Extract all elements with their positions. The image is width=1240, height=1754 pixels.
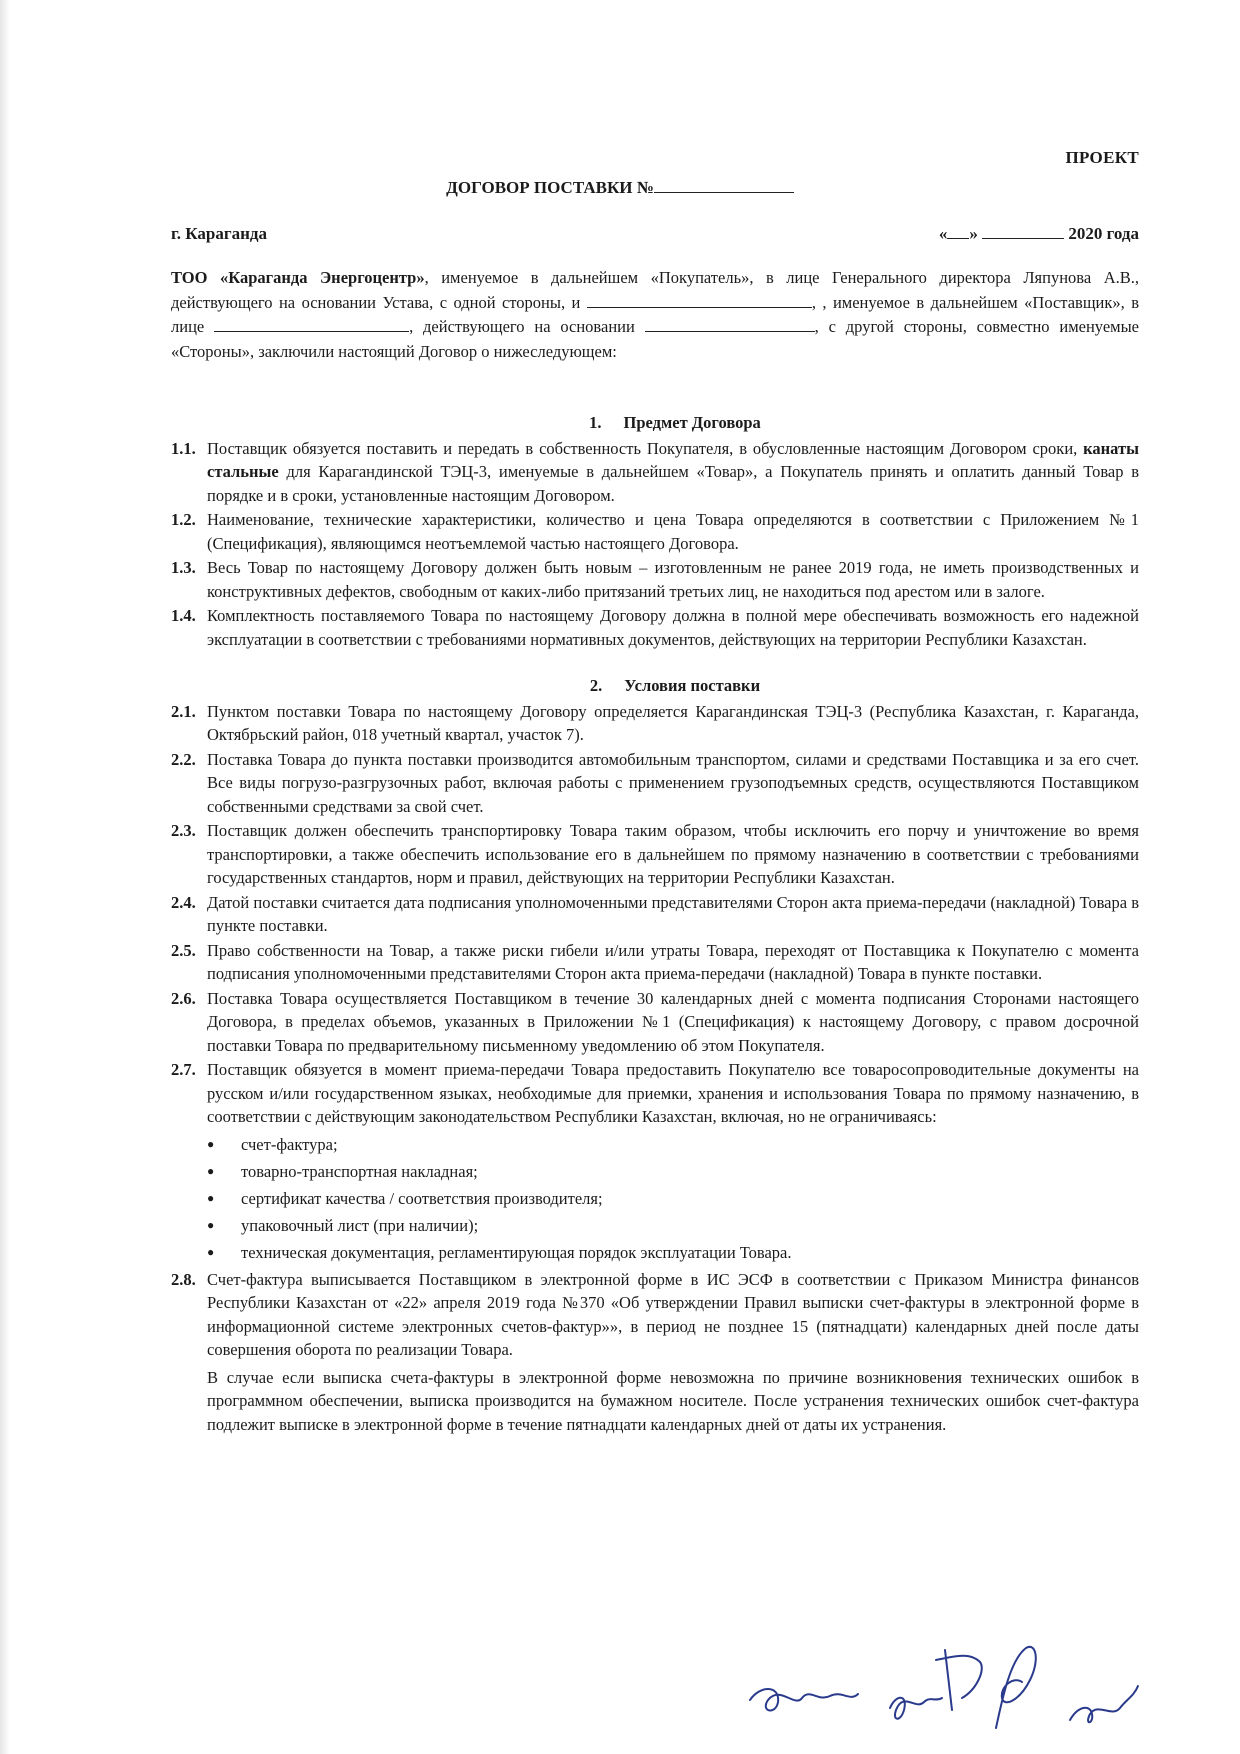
supplier-name-blank — [587, 293, 812, 308]
clause-2-1: 2.1. Пунктом поставки Товара по настоящему Договору определяется Карагандинская ТЭЦ-3 (Республика Казахстан, г. Караганда, Октябрьский район, 018 учетный квартал, участок 7). — [171, 701, 1139, 744]
supplier-basis-blank — [645, 317, 815, 332]
list-item: ● упаковочный лист (при наличии); — [207, 1212, 1139, 1239]
handwritten-signatures — [740, 1590, 1160, 1740]
bullet-icon: ● — [207, 1136, 215, 1151]
clause-2-8-paragraph: В случае если выписка счета-фактуры в электронной форме невозможна по причине возникновения технических ошибок в программном обеспечении, выписка производится на бумажном носителе. После устранения технических ошибок счет-фактура подлежит выписке в электронной форме в течение пятнадцати календарных дней от даты их устранения. — [207, 1367, 1139, 1434]
section-title: 1. Предмет Договора — [589, 413, 761, 432]
signature-3 — [936, 1650, 982, 1710]
draft-label: ПРОЕКТ — [1065, 148, 1139, 167]
list-item: ● техническая документация, регламентирующая порядок эксплуатации Товара. — [207, 1239, 1139, 1266]
goods-name: канаты стальные — [207, 438, 1139, 481]
list-item: ● счет-фактура; — [207, 1131, 1139, 1158]
document-title — [0, 178, 1240, 198]
signature-5 — [1070, 1686, 1138, 1722]
clause-1-1: 1.1. Поставщик обязуется поставить и передать в собственность Покупателя, в обусловленные настоящим Договором сроки, канаты стальные для Карагандинской ТЭЦ-3, именуемые в дальнейшем «Товар», а Покупатель принять и оплатить данный Товар в порядке и в сроки, установленные настоящим Договором. — [171, 438, 1139, 505]
bullet-icon: ● — [207, 1190, 215, 1205]
buyer-name: ТОО «Караганда Энергоцентр» — [171, 268, 425, 287]
signature-2 — [890, 1698, 942, 1719]
scan-edge — [0, 0, 10, 1754]
clause-2-8: 2.8. Счет-фактура выписывается Поставщиком в электронной форме в ИС ЭСФ в соответствии с Приказом Министра финансов Республики Казахстан от «22» апреля 2019 года №370 «Об утверждении Правил выписки счет-фактуры в электронной форме в информационной системе электронных счетов-фактур»», в период не позднее 15 (пятнадцати) календарных дней после даты совершения оборота по реализации Товара. — [171, 1269, 1139, 1359]
day-blank — [947, 224, 969, 239]
clause-2-3: 2.3. Поставщик должен обеспечить транспортировку Товара таким образом, чтобы исключить его порчу и уничтожение во время транспортировки, а также обеспечить использование его в дальнейшем по прямому назначению в соответствии с требованиями государственных стандартов, норм и правил, действующих на территории Республики Казахстан. — [171, 821, 1139, 887]
clause-2-5: 2.5. Право собственности на Товар, а также риски гибели и/или утраты Товара, переходят от Поставщика к Покупателю с момента подписания уполномоченными представителями Сторон акта приема-передачи (накладной) Товара в пункте поставки. — [171, 940, 1139, 983]
clause-1-3: 1.3. Весь Товар по настоящему Договору должен быть новым – изготовленным не ранее 2019 года, не иметь производственных и конструктивных дефектов, свободным от каких-либо притязаний третьих лиц, не находиться под арестом или в залоге. — [171, 558, 1139, 601]
title-text: ДОГОВОР ПОСТАВКИ № — [446, 178, 654, 197]
list-item: ● сертификат качества / соответствия производителя; — [207, 1185, 1139, 1212]
clause-2-2: 2.2. Поставка Товара до пункта поставки производится автомобильным транспортом, силами и средствами Поставщика и за его счет. Все виды погрузо-разгрузочных работ, включая работы с применением грузоподъемных средств, осуществляются Поставщиком собственными средствами за свой счет. — [171, 749, 1139, 816]
bullet-icon: ● — [207, 1163, 215, 1178]
clause-1-4: 1.4. Комплектность поставляемого Товара по настоящему Договору должна в полной мере обеспечивать возможность его надежной эксплуатации в соответствии с требованиями нормативных документов, действующих на территории Республики Казахстан. — [171, 606, 1139, 649]
date-year: 2020 года — [1068, 224, 1139, 243]
city: г. Караганда — [171, 224, 267, 243]
documents-list — [207, 1131, 1139, 1266]
clause-1-2: 1.2. Наименование, технические характеристики, количество и цена Товара определяются в соответствии с Приложением №1 (Спецификация), являющимся неотъемлемой частью настоящего Договора. — [171, 510, 1139, 553]
month-blank — [982, 224, 1064, 239]
supplier-rep-blank — [214, 317, 409, 332]
clause-2-6: 2.6. Поставка Товара осуществляется Поставщиком в течение 30 календарных дней с момента подписания Сторонами настоящего Договора, в пределах объемов, указанных в Приложении №1 (Спецификация) к настоящему Договору, с правом досрочной поставки Товара по предварительному письменному уведомлению об этом Покупателя. — [171, 988, 1139, 1055]
signature-4 — [996, 1647, 1036, 1728]
clause-2-4: 2.4. Датой поставки считается дата подписания уполномоченными представителями Сторон акта приема-передачи (накладной) Товара в пункте поставки. — [171, 892, 1139, 935]
bullet-icon: ● — [207, 1244, 215, 1259]
signatures — [740, 1590, 1160, 1740]
contract-body — [171, 411, 1139, 1436]
clause-2-7: 2.7. Поставщик обязуется в момент приема-передачи Товара предоставить Покупателю все товаросопроводительные документы на русском и/или государственном языках, необходимые для приемки, хранения и использования Товара по прямому назначению, в соответствии с действующим законодательством Республики Казахстан, включая, но не ограничиваясь: — [171, 1060, 1139, 1126]
signature-1 — [750, 1689, 858, 1710]
section-title: 2. Условия поставки — [589, 676, 761, 695]
contract-number-blank — [654, 178, 794, 193]
preamble: ТОО «Караганда Энергоцентр», именуемое в дальнейшем «Покупатель», в лице Генерального директора Ляпунова А.В., действующего на основании Устава, с одной стороны, и , , именуемое в дальнейшем «Поставщик», в лице , действующего на основании , с другой стороны, совместно именуемые «Стороны», заключили настоящий Договор о нижеследующем: — [171, 268, 1140, 361]
city-date-line — [171, 224, 1139, 244]
list-item: ● товарно-транспортная накладная; — [207, 1158, 1139, 1185]
bullet-icon: ● — [207, 1217, 215, 1232]
date-field: « » 2020 года — [938, 224, 1139, 243]
